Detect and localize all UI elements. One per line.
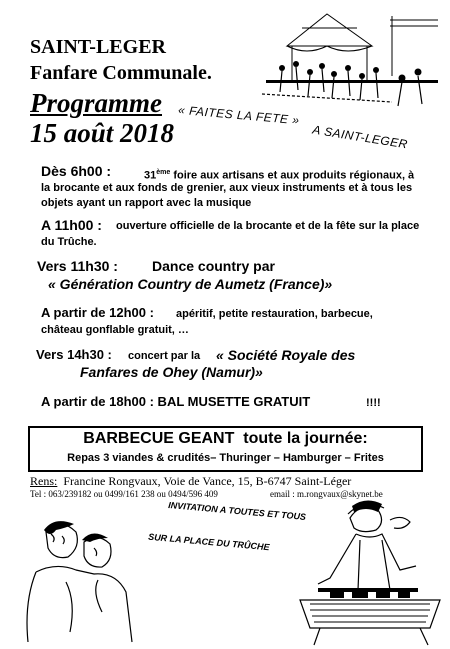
event-18h00-exclaim: !!!!	[366, 397, 381, 409]
email-line: email : m.rongvaux@skynet.be	[270, 489, 383, 499]
barbecue-title-row	[30, 430, 421, 448]
phone-line: Tel : 063/239182 ou 0499/161 238 ou 0494/596 409	[30, 489, 218, 499]
barbecue-title-2: toute la journée:	[243, 430, 368, 447]
event-12h00-line1: apéritif, petite restauration, barbecue,	[176, 308, 373, 320]
barbecue-box	[28, 426, 423, 472]
event-11h00-line1: ouverture officielle de la brocante et de la fête sur la place	[116, 220, 420, 232]
couple-illustration	[6, 512, 146, 644]
event-14h30-text: concert par la	[128, 350, 201, 362]
contact-address: Francine Rongvaux, Voie de Vance, 15, B-6747 Saint-Léger	[63, 474, 352, 488]
contact-line	[30, 474, 351, 489]
event-6h00-line2: la brocante et aux fonds de grenier, aux vieux instruments et à tous les	[41, 182, 413, 194]
slogan-right: A SAINT-LEGER	[311, 122, 409, 152]
event-18h00: A partir de 18h00 : BAL MUSETTE GRATUIT	[41, 394, 311, 409]
barbecue-title: BARBECUE GEANT	[83, 430, 235, 447]
event-11h00-line2: du Trûche.	[41, 236, 97, 248]
invitation-line1: INVITATION A TOUTES ET TOUS	[167, 499, 307, 523]
event-6h00-line1-text: foire aux artisans et aux produits régionaux, à	[173, 169, 415, 182]
invitation-line2: SUR LA PLACE DU TRÛCHE	[147, 531, 270, 553]
event-14h30-band-line2: Fanfares de Ohey (Namur)»	[80, 364, 263, 380]
event-6h00-line3: objets ayant un rapport avec la musique	[41, 197, 252, 209]
edition-suffix: ème	[156, 169, 171, 176]
time-11h00: A 11h00 :	[41, 217, 102, 233]
edition-number: 31	[144, 169, 157, 182]
place-title: SAINT-LEGER	[30, 36, 166, 58]
event-11h30-text: Dance country par	[152, 258, 275, 274]
org-title: Fanfare Communale.	[30, 62, 212, 84]
time-14h30: Vers 14h30 :	[36, 347, 112, 362]
time-6h00: Dès 6h00 :	[41, 163, 112, 179]
time-11h30: Vers 11h30 :	[37, 258, 118, 274]
barbecue-chef-illustration	[290, 500, 445, 645]
contact-label: Rens:	[30, 474, 58, 488]
event-12h00-line2: château gonflable gratuit, …	[41, 324, 189, 336]
barbecue-menu: Repas 3 viandes & crudités– Thuringer – Hamburger – Frites	[67, 452, 384, 464]
slogan-left: « FAITES LA FETE »	[177, 102, 301, 128]
festival-scene-illustration	[262, 6, 442, 110]
event-date: 15 août 2018	[30, 118, 175, 148]
event-14h30-band-line1: « Société Royale des	[216, 347, 356, 363]
programme-title: Programme	[30, 88, 162, 118]
time-12h00: A partir de 12h00 :	[41, 305, 154, 320]
event-11h30-band: « Génération Country de Aumetz (France)»	[48, 276, 333, 292]
